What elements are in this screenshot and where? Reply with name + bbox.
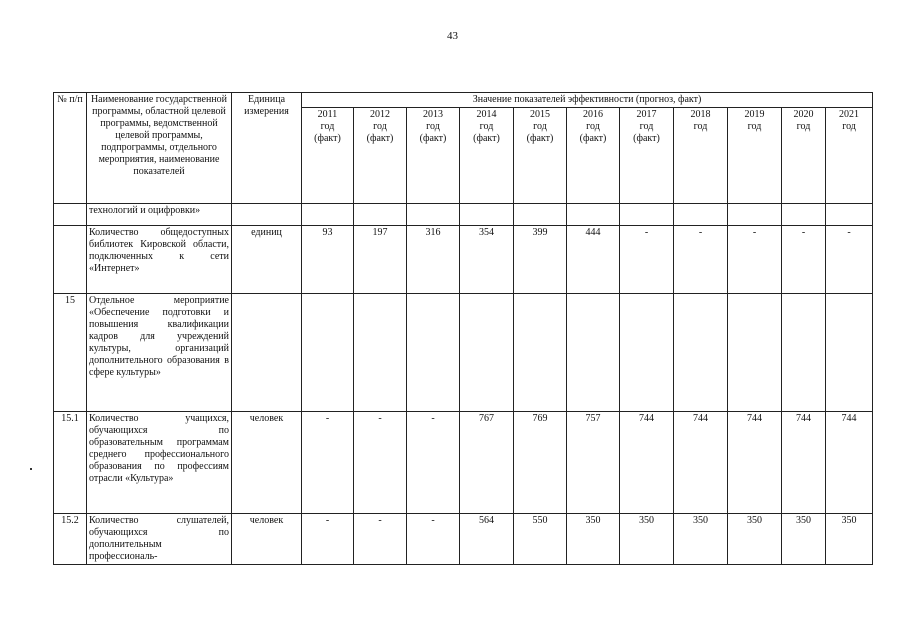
value-cell: 399 [514, 226, 567, 294]
header-year-year: 2011 [317, 109, 338, 120]
header-year-l1: год [796, 121, 811, 132]
value-cell [460, 294, 514, 412]
value-cell [354, 204, 407, 226]
value-cell: - [826, 226, 873, 294]
performance-indicators-table [53, 92, 873, 565]
value-cell: 350 [782, 514, 826, 565]
value-cell [728, 204, 782, 226]
unit-cell: единиц [232, 226, 302, 294]
header-year-2019 [728, 108, 782, 204]
table-row [54, 226, 873, 294]
header-year-l1: год [747, 121, 762, 132]
value-cell: 744 [728, 412, 782, 514]
header-year-l2: (факт) [314, 133, 341, 144]
value-cell: 350 [728, 514, 782, 565]
header-year-year: 2014 [476, 109, 497, 120]
value-cell: - [354, 514, 407, 565]
header-year-l2: (факт) [419, 133, 447, 144]
value-cell [567, 204, 620, 226]
header-year-l1: год [533, 121, 547, 132]
header-year-2014 [460, 108, 514, 204]
header-year-2017 [620, 108, 674, 204]
value-cell: 564 [460, 514, 514, 565]
value-cell [826, 204, 873, 226]
header-year-year: 2015 [530, 109, 550, 120]
table-row [54, 412, 873, 514]
row-number [54, 204, 87, 226]
page-number: 43 [447, 30, 458, 42]
value-cell [302, 294, 354, 412]
value-cell [728, 294, 782, 412]
value-cell [514, 204, 567, 226]
indicator-name: Количество общедоступных библиотек Кировской области, подключенных к сети «Интернет» [87, 226, 232, 294]
header-year-l1: год [320, 121, 335, 132]
indicator-name: Количество учащихся, обучающихся по образовательным программам среднего профессионального образования по профессиям отрасли «Культура» [87, 412, 232, 514]
value-cell [407, 204, 460, 226]
value-cell: 744 [826, 412, 873, 514]
value-cell: - [407, 514, 460, 565]
header-year-year: 2017 [636, 109, 657, 120]
header-year-2011 [302, 108, 354, 204]
scan-speck [30, 468, 32, 470]
value-cell: 350 [826, 514, 873, 565]
header-year-l1: год [426, 121, 440, 132]
header-year-2021 [826, 108, 873, 204]
header-year-l1: год [693, 121, 708, 132]
header-year-year: 2018 [690, 109, 711, 120]
value-cell: 354 [460, 226, 514, 294]
header-year-l1: год [639, 121, 654, 132]
header-year-2016 [567, 108, 620, 204]
value-cell [460, 204, 514, 226]
header-unit: Единица измерения [232, 93, 302, 204]
value-cell: 757 [567, 412, 620, 514]
row-number [54, 226, 87, 294]
header-year-l1: год [842, 121, 856, 132]
value-cell: - [782, 226, 826, 294]
row-number: 15.1 [54, 412, 87, 514]
value-cell: - [728, 226, 782, 294]
value-cell: 769 [514, 412, 567, 514]
value-cell: 767 [460, 412, 514, 514]
header-year-2015 [514, 108, 567, 204]
header-year-year: 2019 [744, 109, 765, 120]
header-year-l2: (факт) [579, 133, 607, 144]
header-year-2012 [354, 108, 407, 204]
value-cell: - [302, 514, 354, 565]
header-year-l2: (факт) [633, 133, 660, 144]
value-cell [826, 294, 873, 412]
row-number: 15 [54, 294, 87, 412]
header-year-l2: (факт) [473, 133, 500, 144]
value-cell: - [407, 412, 460, 514]
value-cell [407, 294, 460, 412]
header-year-2018 [674, 108, 728, 204]
value-cell: 350 [674, 514, 728, 565]
header-num: № п/п [54, 93, 87, 204]
header-year-l2: (факт) [366, 133, 394, 144]
value-cell [514, 294, 567, 412]
header-values-group: Значение показателей эффективности (прогноз, факт) [302, 93, 873, 108]
value-cell: 93 [302, 226, 354, 294]
value-cell: 350 [567, 514, 620, 565]
header-year-2013 [407, 108, 460, 204]
value-cell [302, 204, 354, 226]
value-cell [782, 294, 826, 412]
unit-cell [232, 294, 302, 412]
value-cell: 744 [782, 412, 826, 514]
value-cell: - [354, 412, 407, 514]
indicator-name: Отдельное мероприятие «Обеспечение подготовки и повышения квалификации кадров для учреждений культуры, организаций дополнительного образования в сфере культуры» [87, 294, 232, 412]
table-row [54, 514, 873, 565]
value-cell [567, 294, 620, 412]
header-year-year: 2013 [423, 109, 443, 120]
value-cell: 316 [407, 226, 460, 294]
value-cell [620, 294, 674, 412]
header-name: Наименование государственной программы, областной целевой программы, ведомственной целевой программы, подпрограммы, отдельного мероприятия, наименование показателей [87, 93, 232, 204]
value-cell: 197 [354, 226, 407, 294]
header-year-year: 2021 [839, 109, 860, 120]
header-year-l1: год [373, 121, 387, 132]
unit-cell [232, 204, 302, 226]
indicator-name: технологий и оцифровки» [87, 204, 232, 226]
value-cell: - [674, 226, 728, 294]
value-cell: - [302, 412, 354, 514]
header-year-l2: (факт) [526, 133, 554, 144]
unit-cell: человек [232, 412, 302, 514]
indicator-name: Количество слушателей, обучающихся по дополнительным профессиональ- [87, 514, 232, 565]
unit-cell: человек [232, 514, 302, 565]
value-cell [620, 204, 674, 226]
header-year-year: 2020 [793, 109, 814, 120]
table-row [54, 204, 873, 226]
value-cell [354, 294, 407, 412]
value-cell [674, 294, 728, 412]
header-year-year: 2016 [583, 109, 603, 120]
value-cell: - [620, 226, 674, 294]
header-year-l1: год [586, 121, 600, 132]
value-cell: 744 [620, 412, 674, 514]
value-cell: 350 [620, 514, 674, 565]
header-year-year: 2012 [370, 109, 390, 120]
value-cell: 744 [674, 412, 728, 514]
value-cell [674, 204, 728, 226]
header-year-l1: год [479, 121, 494, 132]
row-number: 15.2 [54, 514, 87, 565]
table-row [54, 294, 873, 412]
value-cell: 550 [514, 514, 567, 565]
value-cell: 444 [567, 226, 620, 294]
value-cell [782, 204, 826, 226]
header-year-2020 [782, 108, 826, 204]
